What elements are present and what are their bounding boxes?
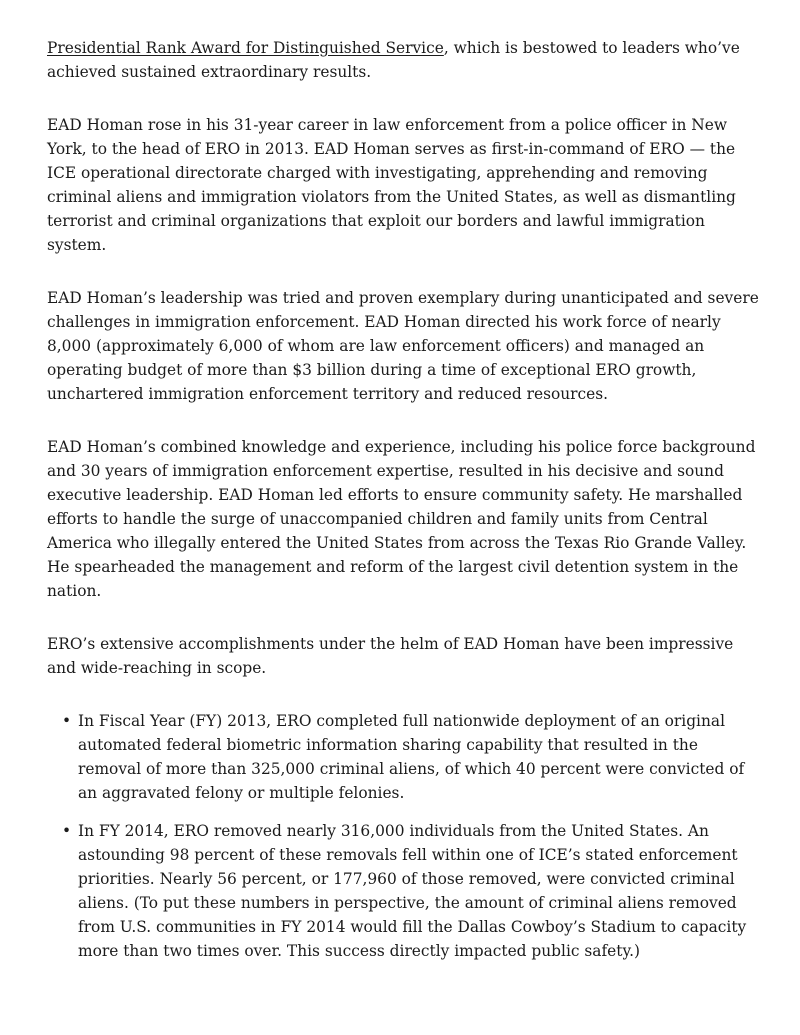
list-item: • In Fiscal Year (FY) 2013, ERO completed full nationwide deployment of an original automated federal biometric information sharing capability that resulted in the removal of more than 325,000 criminal aliens, of which 40 percent were convicted of an aggravated felony or multiple felonies. [78,709,762,805]
paragraph-leadership: EAD Homan’s leadership was tried and proven exemplary during unanticipated and severe challenges in immigration enforcement. EAD Homan directed his work force of nearly 8,000 (approximately 6,000 of whom are law enforcement officers) and managed an operating budget of more than $3 billion during a time of exceptional ERO growth, unchartered immigration enforcement territory and reduced resources. [47,289,759,403]
presidential-rank-award-link[interactable]: Presidential Rank Award for Distinguished Service [47,39,444,57]
intro-text: , which is bestowed to leaders who’ve achieved sustained extraordinary results. [47,39,740,81]
article-body [47,36,762,977]
paragraph-career: EAD Homan rose in his 31-year career in law enforcement from a police officer in New York, to the head of ERO in 2013. EAD Homan serves as first-in-command of ERO — the ICE operational directorate charged with investigating, apprehending and removing criminal aliens and immigration violators from the United States, as well as dismantling terrorist and criminal organizations that exploit our borders and lawful immigration system. [47,116,736,254]
accomplishments-list [47,709,762,963]
intro-paragraph [47,36,762,84]
list-item: • In FY 2014, ERO removed nearly 316,000 individuals from the United States. An astounding 98 percent of these removals fell within one of ICE’s stated enforcement priorities. Nearly 56 percent, or 177,960 of those removed, were convicted criminal aliens. (To put these numbers in perspective, the amount of criminal aliens removed from U.S. communities in FY 2014 would fill the Dallas Cowboy’s Stadium to capacity more than two times over. This success directly impacted public safety.) [78,819,762,963]
paragraph-experience: EAD Homan’s combined knowledge and experience, including his police force background and 30 years of immigration enforcement expertise, resulted in his decisive and sound executive leadership. EAD Homan led efforts to ensure community safety. He marshalled efforts to handle the surge of unaccompanied children and family units from Central America who illegally entered the United States from across the Texas Rio Grande Valley. He spearheaded the management and reform of the largest civil detention system in the nation. [47,438,756,600]
paragraph-accomplishments: ERO’s extensive accomplishments under the helm of EAD Homan have been impressive and wide-reaching in scope. [47,635,734,677]
